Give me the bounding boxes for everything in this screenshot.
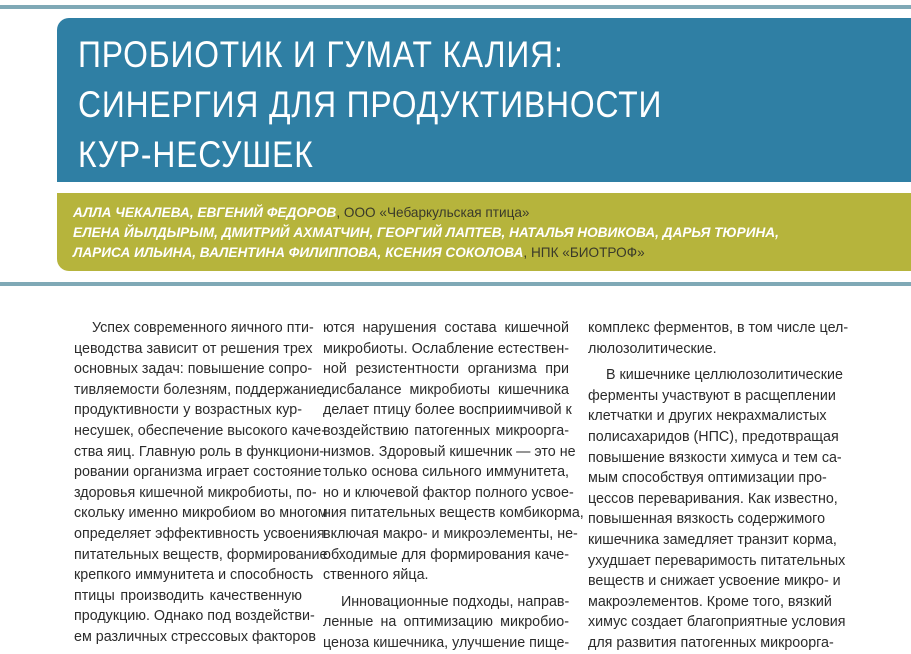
authors-line-1 [73, 205, 529, 220]
text-line: продуктивности у возрастных кур- [74, 402, 302, 419]
text-line: Успех современного яичного пти- [92, 320, 314, 336]
text-line: низмов. Здоровый кишечник — это не [323, 443, 576, 460]
article-title-line-2: СИНЕРГИЯ ДЛЯ ПРОДУКТИВНОСТИ [78, 84, 663, 125]
text-line: клетчатки и других некрахмалистых [588, 408, 827, 425]
text-line: ния питательных веществ комбикорма, [323, 505, 584, 522]
author-names: ЕЛЕНА ЙЫЛДЫРЫМ, ДМИТРИЙ АХМАТЧИН, ГЕОРГИЙ ЛАПТЕВ, НАТАЛЬЯ НОВИКОВА, ДАРЬЯ ТЮРИНА, [73, 225, 779, 240]
text-line: основных задач: повышение сопро- [74, 361, 313, 378]
text-line: химус создает благоприятные условия [588, 614, 846, 631]
article-column-1 [74, 318, 328, 648]
text-line: повышенная вязкость содержимого [588, 511, 826, 528]
text-line: обходимые для формирования каче- [323, 546, 569, 563]
text-line: птицы производить качественную [74, 587, 302, 604]
text-line: ферменты участвуют в расщеплении [588, 387, 836, 404]
text-line: ровании организма играет состояние [74, 464, 322, 481]
text-line: воздействию патогенных микроорга- [323, 422, 569, 439]
author-affiliation: , ООО «Чебаркульская птица» [336, 205, 530, 220]
text-line: мым способствуя оптимизации про- [588, 470, 827, 487]
text-line: ной резистентности организма при [323, 361, 569, 378]
text-line: кишечника замедляет транзит корма, [588, 531, 837, 548]
text-line: повышение вязкости химуса и тем са- [588, 449, 842, 466]
text-line: веществ и снижает усвоение микро- и [588, 573, 841, 590]
authors-line-3 [73, 245, 645, 260]
article-column-3 [588, 318, 849, 654]
author-names: ЕВГЕНИЙ ФЕДОРОВ [197, 205, 337, 220]
text-line: микробиоты. Ослабление естествен- [323, 340, 569, 357]
text-line: ценоза кишечника, улучшение пище- [323, 634, 570, 651]
text-line: ства яиц. Главную роль в функциони- [74, 443, 325, 460]
text-line: здоровья кишечной микробиоты, по- [74, 484, 317, 501]
text-line: тивляемости болезням, поддержание [74, 381, 325, 398]
text-line: включая макро- и микроэлементы, не- [323, 525, 578, 542]
text-line: только основа сильного иммунитета, [323, 464, 569, 481]
authors-banner [57, 193, 911, 271]
text-line: комплекс ферментов, в том числе цел- [588, 320, 849, 336]
author-names: ЛАРИСА ИЛЬИНА, ВАЛЕНТИНА ФИЛИППОВА, КСЕНИЯ СОКОЛОВА [73, 245, 524, 260]
text-line: ухудшает переваримость питательных [588, 552, 846, 569]
text-line: цеводства зависит от решения трех [74, 340, 313, 357]
article-title-line-1: ПРОБИОТИК И ГУМАТ КАЛИЯ: [78, 34, 564, 75]
author-separator: , [189, 205, 198, 220]
text-line: макроэлементов. Кроме того, вязкий [588, 593, 832, 610]
article-column-2 [323, 318, 584, 654]
text-line: полисахаридов (НПС), предотвращая [588, 428, 839, 445]
text-line: В кишечнике целлюлозолитические [606, 367, 843, 384]
text-line: ются нарушения состава кишечной [323, 320, 569, 336]
text-line: несушек, обеспечение высокого каче- [74, 422, 326, 439]
text-line: определяет эффективность усвоения [74, 525, 325, 542]
text-line: люлозолитические. [588, 340, 717, 357]
text-line: делает птицу более восприимчивой к [323, 402, 572, 419]
authors-line-2 [73, 225, 779, 240]
bottom-rule [0, 282, 911, 286]
text-line: ленные на оптимизацию микробио- [323, 614, 569, 631]
top-rule [0, 5, 911, 9]
text-line: продукцию. Однако под воздействи- [74, 608, 315, 625]
author-affiliation: , НПК «БИОТРОФ» [523, 245, 645, 260]
title-banner [57, 18, 911, 182]
text-line: скольку именно микробиом во многом [74, 505, 328, 522]
text-line: ственного яйца. [323, 567, 429, 584]
text-line: но и ключевой фактор полного усвое- [323, 484, 574, 501]
text-line: Инновационные подходы, направ- [341, 593, 570, 610]
article-title-line-3: КУР-НЕСУШЕК [78, 134, 314, 175]
author-names: АЛЛА ЧЕКАЛЕВА [73, 205, 190, 220]
text-line: ем различных стрессовых факторов [74, 628, 316, 645]
text-line: дисбалансе микробиоты кишечника [323, 381, 569, 398]
text-line: крепкого иммунитета и способность [74, 567, 314, 584]
text-line: для развития патогенных микроорга- [588, 634, 834, 651]
text-line: цессов переваривания. Как известно, [588, 490, 838, 507]
text-line: питательных веществ, формирование [74, 546, 328, 563]
